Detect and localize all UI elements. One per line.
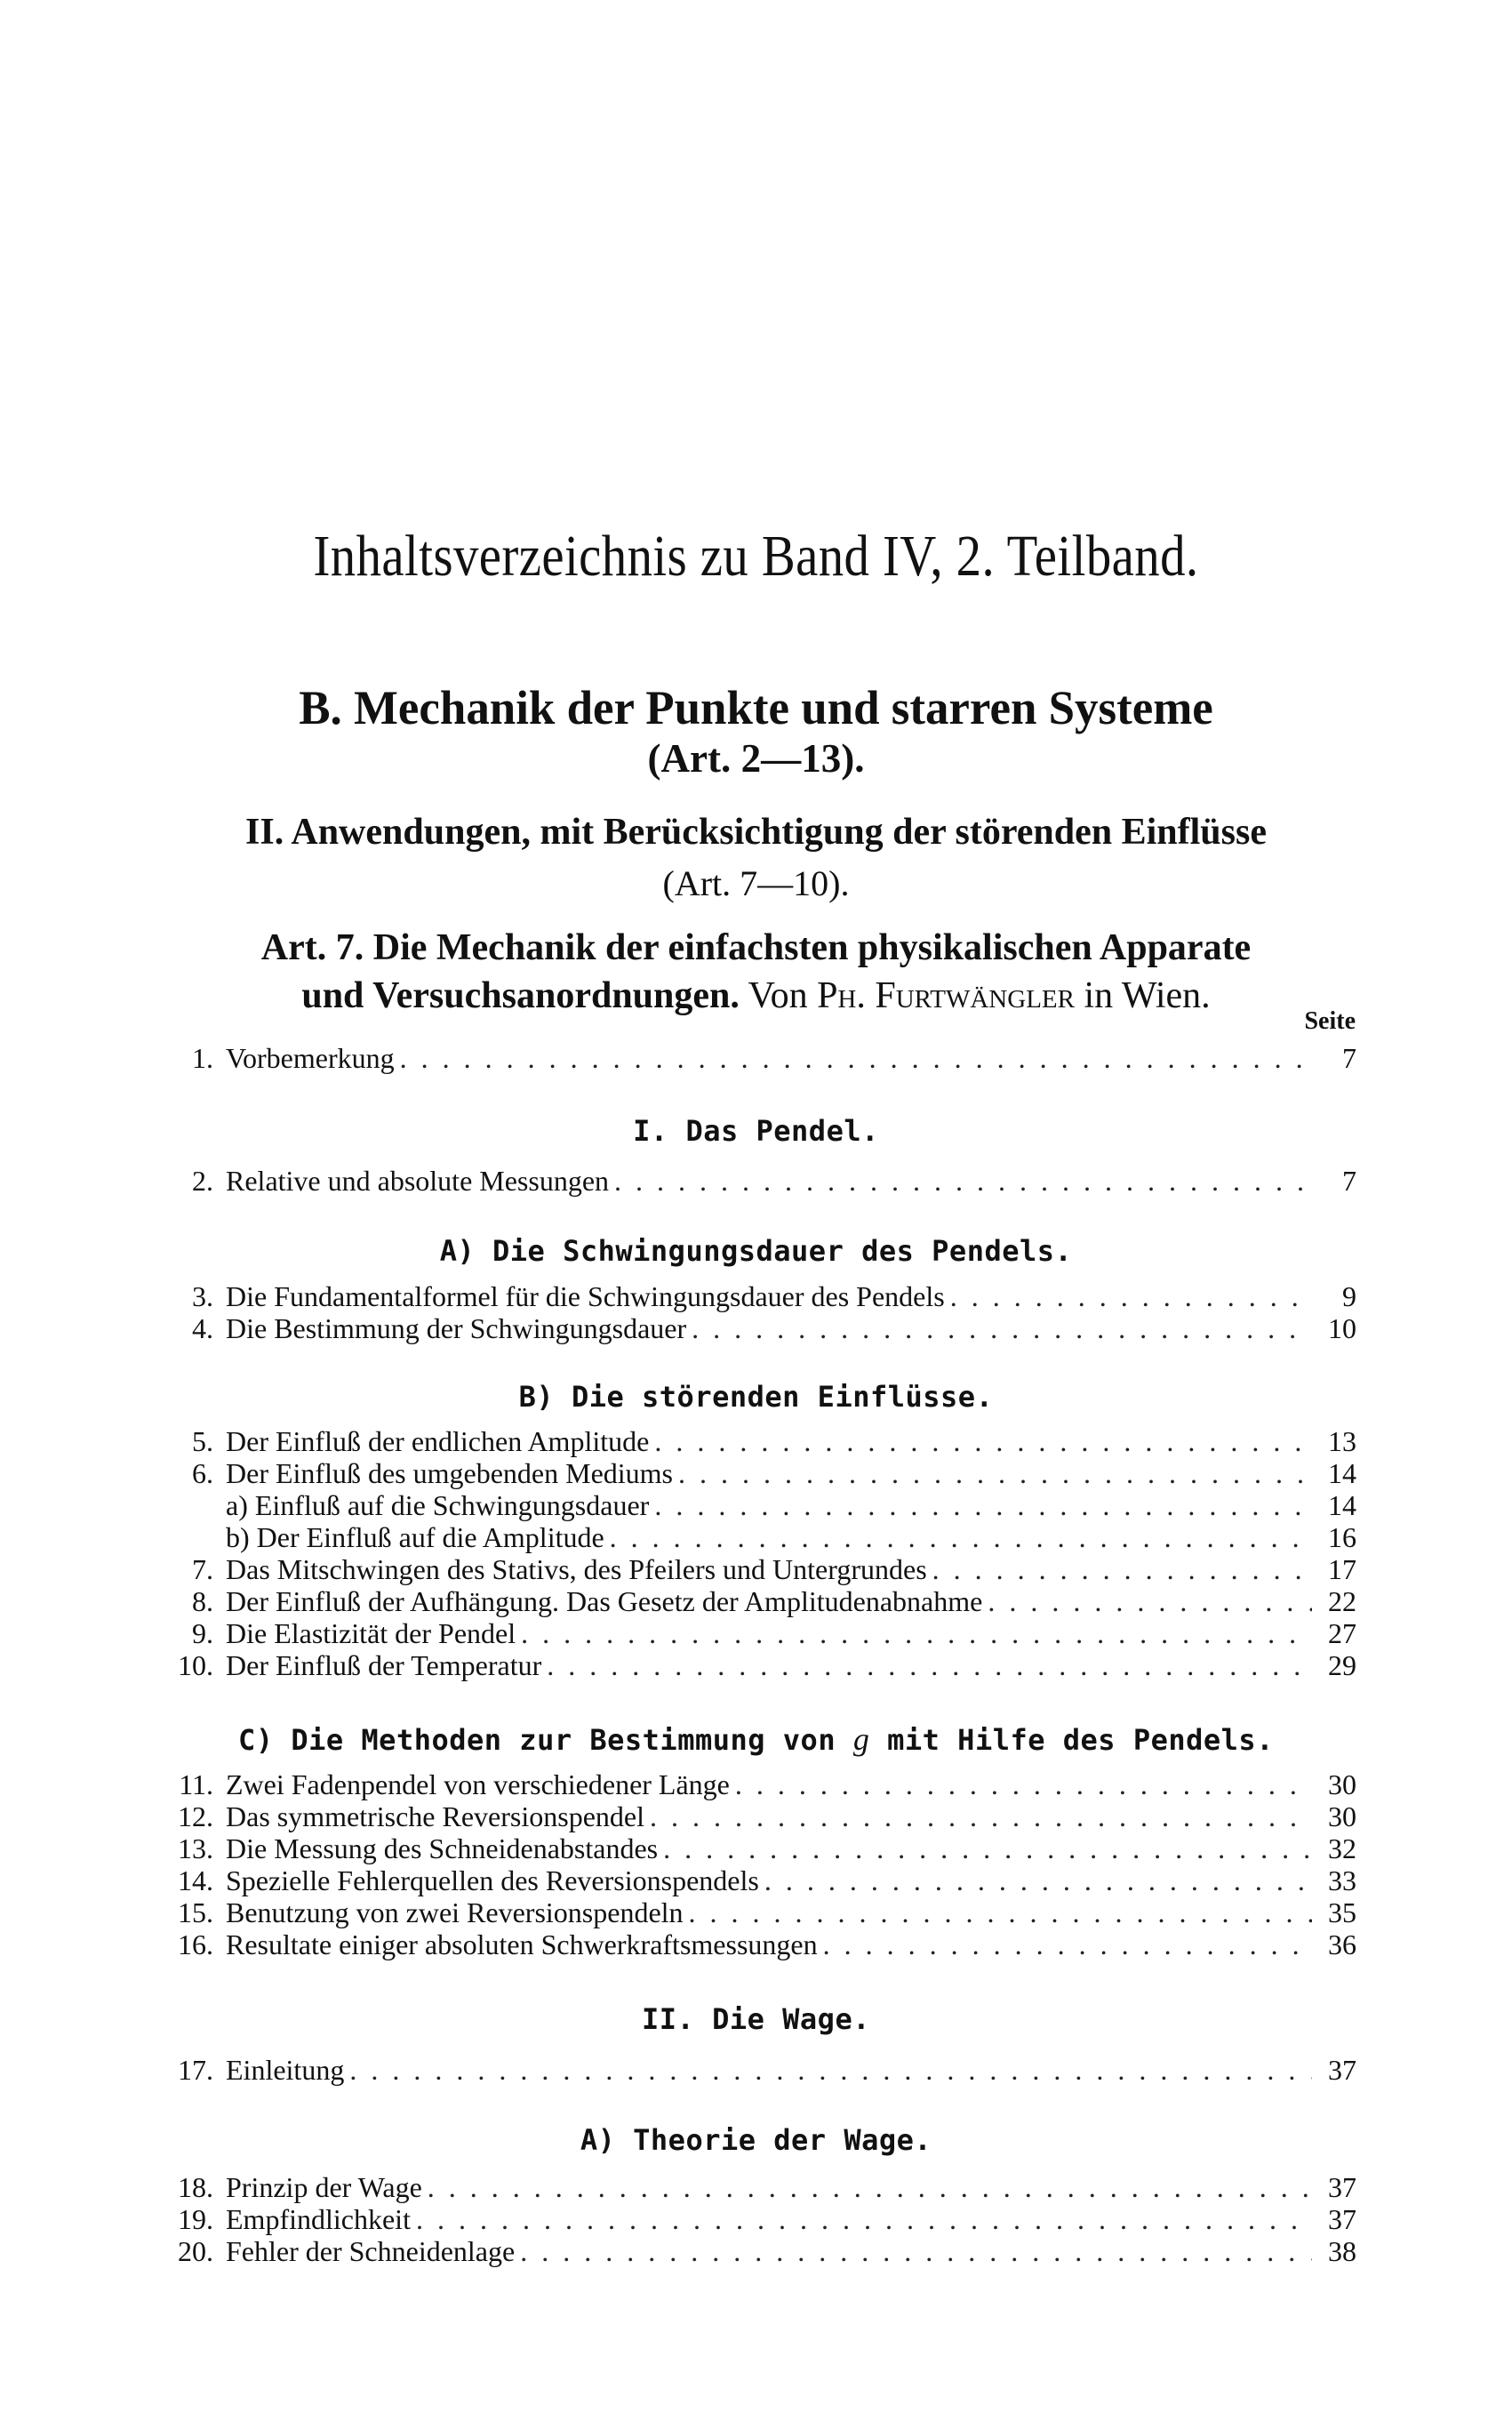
toc-entry-number: 18. (178, 2171, 213, 2203)
article-label: Art. 7. (260, 927, 364, 968)
toc-entry (156, 1649, 1356, 1681)
toc-entry (156, 2054, 1356, 2086)
toc-entry-number: 9. (192, 1617, 213, 1649)
leader-dots (663, 1832, 1312, 1864)
toc-entry-title: Die Fundamentalformel für die Schwingungsdauer des Pendels (226, 1280, 945, 1312)
toc-entry-title: Der Einfluß der Aufhängung. Das Gesetz der Amplitudenabnahme (226, 1585, 983, 1617)
toc-entry-number: 12. (178, 1800, 213, 1832)
toc-entry-title: Relative und absolute Messungen (226, 1165, 610, 1197)
leader-dots (416, 2203, 1312, 2235)
group-heading-pendel: I. Das Pendel. (633, 1114, 879, 1148)
article-title-part-2: und Versuchsanordnungen. (301, 975, 740, 1016)
toc-entry-title: Der Einfluß der Temperatur (226, 1649, 542, 1681)
toc-entry-page: 9 (1342, 1280, 1356, 1312)
article-title-part-1: Die Mechanik der einfachsten physikalischen Apparate (372, 927, 1252, 968)
leader-dots (764, 1864, 1312, 1896)
toc-entry-title: Zwei Fadenpendel von verschiedener Länge (226, 1768, 730, 1800)
author-suffix: in Wien. (1084, 975, 1211, 1016)
article-title-line-2 (0, 974, 1512, 1017)
leader-dots (610, 1521, 1312, 1553)
leader-dots (400, 1042, 1312, 1074)
toc-entry-page: 30 (1328, 1800, 1356, 1832)
subsection-heading: II. Anwendungen, mit Berücksichtigung der störenden Einflüsse (245, 812, 1267, 853)
section-range: (Art. 2—13). (647, 735, 865, 781)
toc-entry-page: 22 (1328, 1585, 1356, 1617)
toc-entry-title: Die Bestimmung der Schwingungsdauer (226, 1312, 687, 1344)
toc-entry-title: Vorbemerkung (226, 1042, 395, 1074)
toc-entry-title: Empfindlichkeit (226, 2203, 411, 2235)
author-prefix: Von (748, 975, 808, 1016)
toc-entry-title: b) Der Einfluß auf die Amplitude (226, 1521, 604, 1553)
toc-subentry (156, 1521, 1356, 1553)
toc-entry-page: 36 (1328, 1928, 1356, 1960)
leader-dots (678, 1457, 1312, 1489)
toc-entry-number: 2. (192, 1165, 213, 1197)
leader-dots (654, 1425, 1312, 1457)
leader-dots (692, 1312, 1312, 1344)
toc-entry (156, 1457, 1356, 1489)
methoden-heading-suffix: mit Hilfe des Pendels. (887, 1723, 1274, 1757)
toc-entry (156, 1864, 1356, 1896)
methoden-heading-prefix: C) Die Methoden zur Bestimmung von (238, 1723, 836, 1757)
toc-entry-page: 37 (1328, 2203, 1356, 2235)
toc-entry (156, 1896, 1356, 1928)
toc-entry-page: 32 (1328, 1832, 1356, 1864)
toc-entry-title: Die Elastizität der Pendel (226, 1617, 516, 1649)
toc-entry (156, 1928, 1356, 1960)
toc-entry-number: 3. (192, 1280, 213, 1312)
toc-entry-page: 17 (1328, 1553, 1356, 1585)
leader-dots (650, 1800, 1312, 1832)
toc-entry-number: 20. (178, 2235, 213, 2267)
toc-subentry (156, 1489, 1356, 1521)
toc-entry-title: Resultate einiger absoluten Schwerkraftsmessungen (226, 1928, 818, 1960)
methoden-heading-variable: g (852, 1721, 870, 1757)
toc-entry-title: Spezielle Fehlerquellen des Reversionspendels (226, 1864, 759, 1896)
toc-entry (156, 1553, 1356, 1585)
toc-entry-page: 35 (1328, 1896, 1356, 1928)
toc-entry-number: 5. (192, 1425, 213, 1457)
author-name: Ph. Furtwängler (817, 975, 1075, 1016)
toc-entry-title: Das symmetrische Reversionspendel (226, 1800, 644, 1832)
toc-entry-number: 10. (178, 1649, 213, 1681)
leader-dots (932, 1553, 1312, 1585)
toc-entry-title: Die Messung des Schneidenabstandes (226, 1832, 659, 1864)
leader-dots (428, 2171, 1312, 2203)
toc-entry (156, 2235, 1356, 2267)
toc-entry-title: Einleitung (226, 2054, 345, 2086)
toc-entry-page: 14 (1328, 1457, 1356, 1489)
toc-entry-page: 27 (1328, 1617, 1356, 1649)
toc-entry (156, 1585, 1356, 1617)
toc-entry (156, 1617, 1356, 1649)
toc-entry-title: Der Einfluß der endlichen Amplitude (226, 1425, 650, 1457)
toc-entry-title: Das Mitschwingen des Stativs, des Pfeilers und Untergrundes (226, 1553, 927, 1585)
leader-dots (520, 2235, 1312, 2267)
subsection-range: (Art. 7—10). (662, 863, 850, 903)
group-heading-theorie: A) Theorie der Wage. (580, 2123, 932, 2157)
toc-entry-number: 7. (192, 1553, 213, 1585)
page-title: Inhaltsverzeichnis zu Band IV, 2. Teilband. (313, 524, 1199, 589)
toc-entry-title: Der Einfluß des umgebenden Mediums (226, 1457, 673, 1489)
toc-entry-page: 33 (1328, 1864, 1356, 1896)
toc-entry-page: 37 (1328, 2171, 1356, 2203)
toc-entry (156, 1768, 1356, 1800)
toc-entry-page: 13 (1328, 1425, 1356, 1457)
leader-dots (823, 1928, 1312, 1960)
leader-dots (950, 1280, 1312, 1312)
toc-entry (156, 2203, 1356, 2235)
leader-dots (349, 2054, 1312, 2086)
toc-entry-title: Fehler der Schneidenlage (226, 2235, 516, 2267)
toc-entry-number: 1. (192, 1042, 213, 1074)
toc-entry-number: 8. (192, 1585, 213, 1617)
toc-entry-number: 11. (179, 1768, 213, 1800)
leader-dots (521, 1617, 1312, 1649)
group-heading-wage: II. Die Wage. (642, 2002, 870, 2036)
toc-entry-number: 4. (192, 1312, 213, 1344)
toc-entry (156, 1280, 1356, 1312)
toc-entry-page: 7 (1342, 1042, 1356, 1074)
toc-entry (156, 1312, 1356, 1344)
article-title-line-1 (0, 926, 1512, 969)
toc-entry-number: 6. (192, 1457, 213, 1489)
toc-entry-title: Benutzung von zwei Reversionspendeln (226, 1896, 684, 1928)
toc-entry-number: 19. (178, 2203, 213, 2235)
section-heading: B. Mechanik der Punkte und starren Systeme (299, 681, 1213, 734)
toc-entry-page: 30 (1328, 1768, 1356, 1800)
leader-dots (654, 1489, 1312, 1521)
toc-entry (156, 1425, 1356, 1457)
toc-entry-number: 15. (178, 1896, 213, 1928)
toc-entry-page: 16 (1328, 1521, 1356, 1553)
toc-entry (156, 1800, 1356, 1832)
group-heading-methoden (0, 1720, 1512, 1758)
page-column-label: Seite (1304, 1007, 1356, 1035)
toc-entry-page: 29 (1328, 1649, 1356, 1681)
toc-entry-page: 14 (1328, 1489, 1356, 1521)
toc-entry (156, 1042, 1356, 1074)
leader-dots (614, 1165, 1312, 1197)
leader-dots (547, 1649, 1312, 1681)
toc-entry (156, 1165, 1356, 1197)
toc-entry (156, 1832, 1356, 1864)
toc-entry-page: 10 (1328, 1312, 1356, 1344)
toc-entry (156, 2171, 1356, 2203)
toc-entry-number: 14. (178, 1864, 213, 1896)
toc-entry-page: 7 (1342, 1165, 1356, 1197)
toc-entry-title: Prinzip der Wage (226, 2171, 422, 2203)
toc-entry-title: a) Einfluß auf die Schwingungsdauer (226, 1489, 650, 1521)
leader-dots (988, 1585, 1312, 1617)
group-heading-stoerende: B) Die störenden Einflüsse. (518, 1380, 994, 1414)
toc-entry-page: 37 (1328, 2054, 1356, 2086)
toc-entry-page: 38 (1328, 2235, 1356, 2267)
leader-dots (689, 1896, 1312, 1928)
group-heading-schwingungsdauer: A) Die Schwingungsdauer des Pendels. (439, 1234, 1073, 1268)
toc-entry-number: 16. (178, 1928, 213, 1960)
toc-entry-number: 13. (178, 1832, 213, 1864)
toc-entry-number: 17. (178, 2054, 213, 2086)
leader-dots (735, 1768, 1312, 1800)
